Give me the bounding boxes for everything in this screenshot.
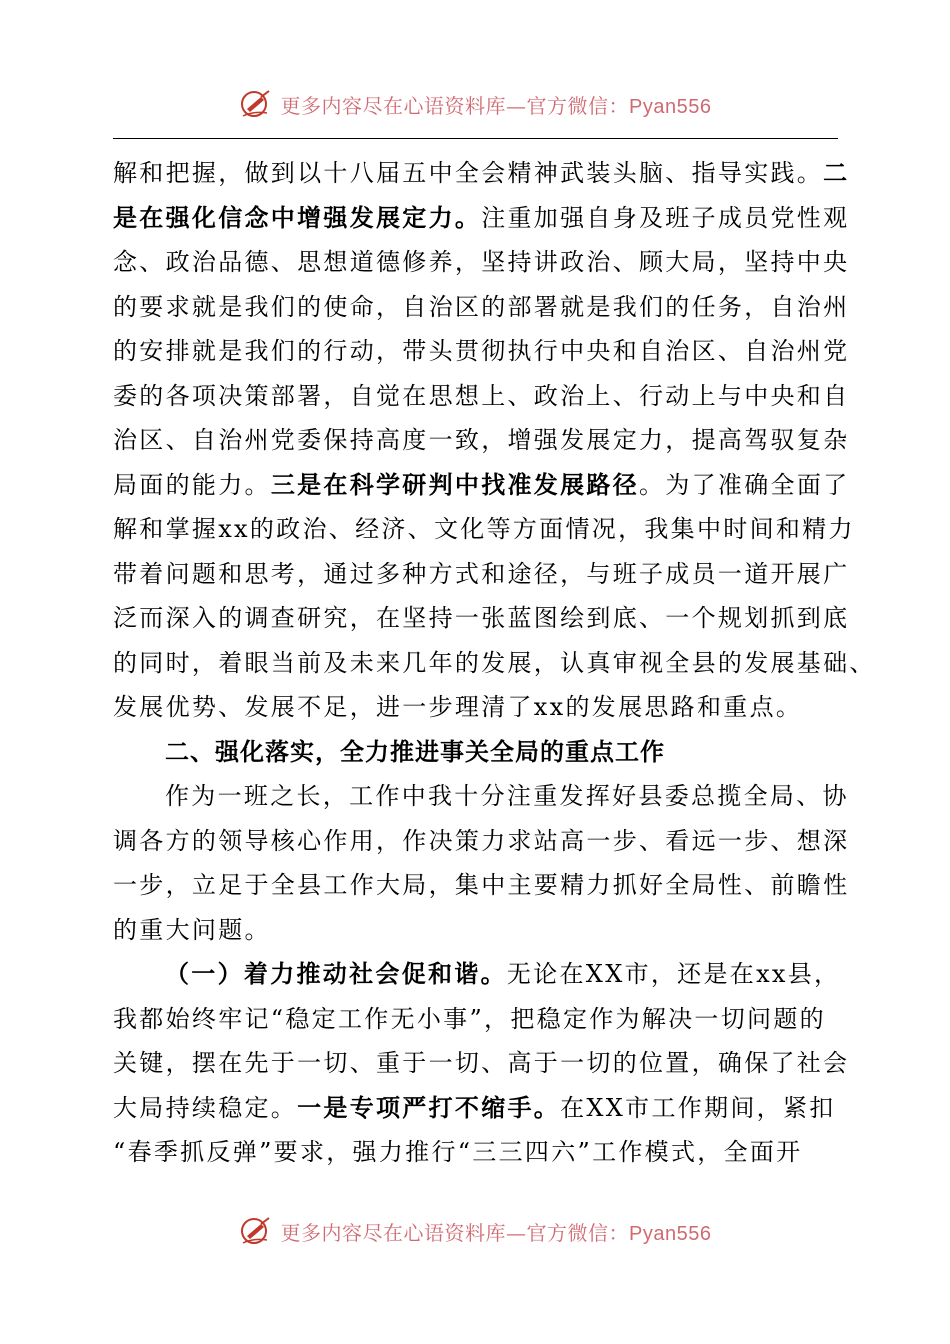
text-line	[113, 463, 850, 508]
text-line: 泛而深入的调查研究，在坚持一张蓝图绘到底、一个规划抓到底	[113, 604, 850, 632]
text-span: 无论在XX市，还是在xx县，	[506, 960, 841, 988]
bold-span: 一是专项严打不缩手。	[297, 1092, 561, 1122]
text-line	[113, 151, 850, 196]
text-line: 带着问题和思考，通过多种方式和途径，与班子成员一道开展广	[113, 559, 850, 588]
text-line: 治区、自治州党委保持高度一致，增强发展定力，提高驾驭复杂	[113, 426, 850, 454]
pen-circle-logo-icon	[239, 1216, 273, 1246]
text-line: 委的各项决策部署，自觉在思想上、政治上、行动上与中央和自	[113, 381, 850, 410]
bold-span: 三是在科学研判中找准发展路径	[270, 469, 640, 499]
text-line	[113, 1086, 838, 1131]
text-line: 的要求就是我们的使命，自治区的部署就是我们的任务，自治州	[113, 292, 850, 321]
text-line: “春季抓反弹”要求，强力推行“三三四六”工作模式，全面开	[113, 1138, 803, 1166]
footer-banner	[239, 1216, 712, 1246]
text-line: 作为一班之长，工作中我十分注重发挥好县委总揽全局、协	[165, 782, 849, 810]
text-span: 大局持续稳定。	[113, 1093, 298, 1122]
text-span: 在XX市工作期间，紧扣	[560, 1093, 836, 1122]
text-line: 调各方的领导核心作用，作决策力求站高一步、看远一步、想深	[113, 826, 850, 855]
text-line: 发展优势、发展不足，进一步理清了xx的发展思路和重点。	[113, 693, 803, 721]
text-span: 。为了准确全面了	[639, 470, 850, 499]
header-divider	[113, 138, 838, 139]
text-line: 的重大问题。	[113, 915, 271, 944]
page-header	[0, 82, 950, 126]
footer-banner-text	[281, 1217, 712, 1246]
header-banner-label: 更多内容尽在心语资料库—官方微信：	[280, 93, 630, 118]
text-span: 注重加强自身及班子成员党性观	[481, 203, 850, 232]
section-heading: 二、强化落实，全力推进事关全局的重点工作	[165, 737, 665, 766]
text-line: 的安排就是我们的行动，带头贯彻执行中央和自治区、自治州党	[113, 337, 850, 365]
text-line	[113, 196, 850, 241]
pen-circle-logo-icon	[239, 89, 273, 119]
text-span: 解和把握，做到以十八届五中全会精神武装头脑、指导实践。	[113, 159, 824, 187]
text-line: 关键，摆在先于一切、重于一切、高于一切的位置，确保了社会	[113, 1049, 850, 1077]
header-wechat-id: Pyan556	[629, 95, 712, 118]
text-line: 念、政治品德、思想道德修养，坚持讲政治、顾大局，坚持中央	[113, 248, 850, 276]
text-line: 的同时，着眼当前及未来几年的发展，认真审视全县的发展基础、	[113, 648, 876, 677]
text-line: 一步，立足于全县工作大局，集中主要精力抓好全局性、前瞻性	[113, 871, 850, 899]
text-line: 解和掌握xx的政治、经济、文化等方面情况，我集中时间和精力	[113, 515, 855, 543]
footer-wechat-id: Pyan556	[629, 1222, 712, 1245]
bold-span: 是在强化信念中增强发展定力。	[113, 202, 482, 232]
bold-span: （一）着力推动社会促和谐。	[165, 959, 507, 988]
footer-banner-label: 更多内容尽在心语资料库—官方微信：	[280, 1220, 630, 1245]
text-span: 局面的能力。	[113, 470, 271, 499]
text-line	[113, 952, 841, 997]
header-banner	[239, 89, 712, 119]
page-footer	[0, 1209, 950, 1253]
bold-span: 二	[823, 158, 850, 187]
text-line: 我都始终牢记“稳定工作无小事”，把稳定作为解决一切问题的	[113, 1004, 826, 1033]
header-banner-text	[281, 90, 712, 119]
document-body	[113, 151, 876, 1175]
